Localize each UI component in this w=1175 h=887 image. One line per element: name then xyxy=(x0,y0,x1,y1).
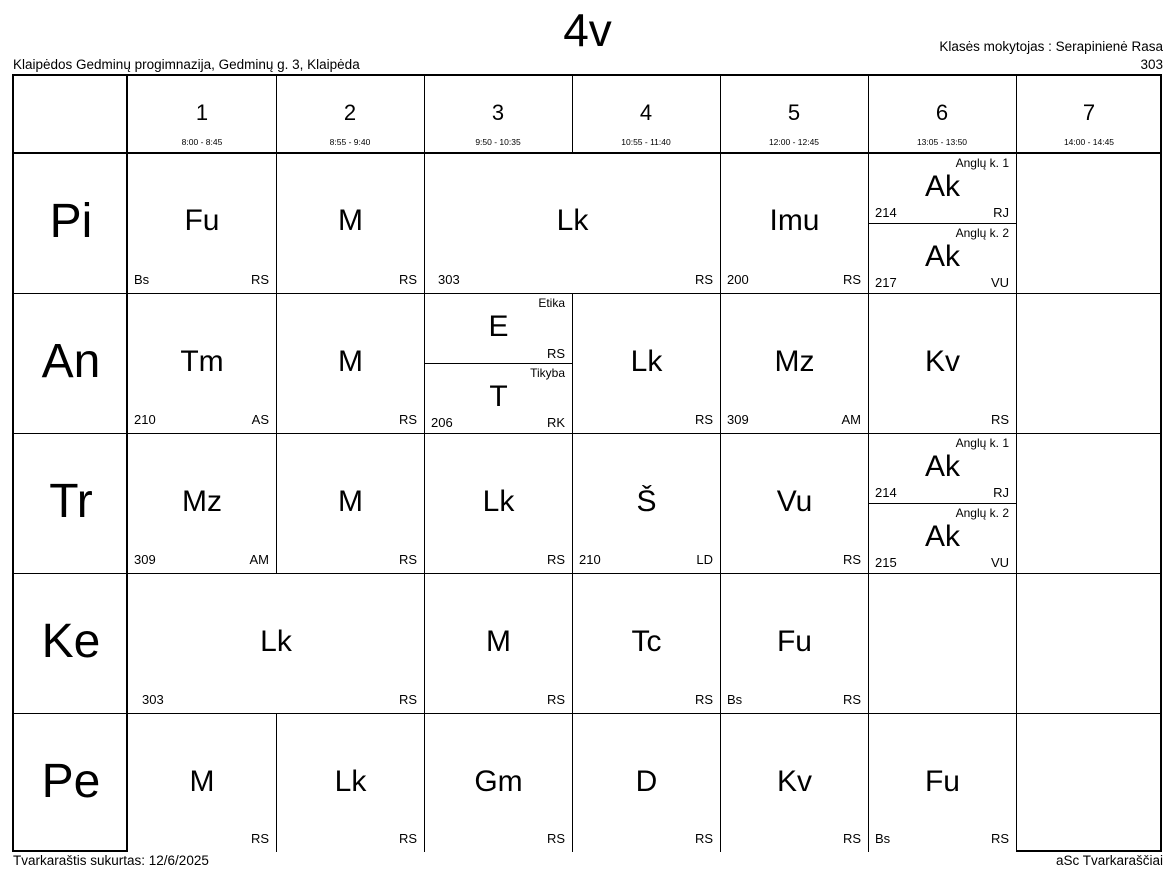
lesson-room: Bs xyxy=(134,272,150,287)
period-number: 4 xyxy=(639,100,653,125)
lesson-subject: M xyxy=(338,204,363,237)
lesson-subject: Lk xyxy=(334,765,367,798)
created-date: Tvarkaraštis sukurtas: 12/6/2025 xyxy=(13,853,209,868)
lesson-subject: Kv xyxy=(924,345,960,378)
lesson-cell[interactable] xyxy=(868,293,1016,433)
period-number: 1 xyxy=(195,100,209,125)
lesson-teacher: RS xyxy=(990,831,1009,846)
day-label-monday: Pi xyxy=(49,195,93,248)
period-header-4 xyxy=(572,76,720,153)
lesson-room: 309 xyxy=(134,552,156,567)
lesson-teacher: RS xyxy=(694,412,713,427)
lesson-cell[interactable] xyxy=(128,573,424,713)
lesson-subject: Lk xyxy=(260,625,292,658)
period-header-5 xyxy=(720,76,868,153)
lesson-cell[interactable] xyxy=(128,433,276,573)
lesson-cell[interactable] xyxy=(424,433,572,573)
lesson-subject: M xyxy=(338,485,363,518)
lesson-subject: Fu xyxy=(184,204,220,237)
lesson-cell[interactable] xyxy=(572,713,720,852)
period-number: 2 xyxy=(343,100,357,125)
lesson-cell-group[interactable] xyxy=(868,503,1016,573)
period-header-6 xyxy=(868,76,1016,153)
lesson-subject: M xyxy=(338,345,363,378)
lesson-group: Anglų k. 2 xyxy=(955,506,1009,520)
lesson-teacher: RS xyxy=(842,692,861,707)
lesson-group: Anglų k. 1 xyxy=(955,156,1009,170)
lesson-cell[interactable] xyxy=(276,713,424,852)
lesson-room: 210 xyxy=(579,552,601,567)
lesson-teacher: RS xyxy=(694,692,713,707)
lesson-room: 206 xyxy=(431,415,453,430)
lesson-cell[interactable] xyxy=(720,713,868,852)
lesson-subject: M xyxy=(486,625,511,658)
lesson-subject: Ak xyxy=(924,170,960,203)
lesson-subject: Imu xyxy=(769,204,820,237)
lesson-cell[interactable] xyxy=(720,293,868,433)
lesson-room: 214 xyxy=(875,485,897,500)
lesson-cell[interactable] xyxy=(128,154,276,293)
lesson-teacher: RS xyxy=(398,692,417,707)
lesson-cell[interactable] xyxy=(572,293,720,433)
lesson-subject: Mz xyxy=(774,345,815,378)
lesson-subject: Š xyxy=(636,485,657,518)
lesson-teacher: RS xyxy=(398,272,417,287)
period-time: 12:00 - 12:45 xyxy=(768,137,820,147)
lesson-cell-group[interactable] xyxy=(868,433,1016,503)
lesson-room: 210 xyxy=(134,412,156,427)
period-time: 10:55 - 11:40 xyxy=(621,137,671,147)
lesson-subject: T xyxy=(489,380,508,413)
lesson-cell[interactable] xyxy=(128,293,276,433)
lesson-teacher: RS xyxy=(250,831,269,846)
lesson-subject: Fu xyxy=(924,765,960,798)
lesson-cell[interactable] xyxy=(424,573,572,713)
lesson-teacher: RS xyxy=(694,831,713,846)
lesson-teacher: RS xyxy=(398,552,417,567)
period-number: 7 xyxy=(1082,100,1096,125)
lesson-subject: Kv xyxy=(776,765,812,798)
timetable-grid xyxy=(12,74,1162,852)
lesson-subject: Fu xyxy=(776,625,812,658)
lesson-cell-group[interactable] xyxy=(868,154,1016,223)
lesson-cell[interactable] xyxy=(868,713,1016,852)
lesson-cell-group[interactable] xyxy=(424,363,572,433)
lesson-cell[interactable] xyxy=(572,573,720,713)
lesson-room: Bs xyxy=(727,692,743,707)
lesson-cell[interactable] xyxy=(424,154,720,293)
period-time: 9:50 - 10:35 xyxy=(475,137,521,147)
lesson-subject: Lk xyxy=(556,204,589,237)
lesson-subject: Mz xyxy=(182,485,222,518)
lesson-subject: Ak xyxy=(924,450,960,483)
lesson-teacher: LD xyxy=(696,552,713,567)
lesson-teacher: RS xyxy=(546,692,565,707)
period-header-3 xyxy=(424,76,572,153)
lesson-room: 200 xyxy=(727,272,749,287)
lesson-teacher: RS xyxy=(842,831,861,846)
lesson-cell[interactable] xyxy=(572,433,720,573)
lesson-cell[interactable] xyxy=(720,154,868,293)
lesson-subject: Lk xyxy=(630,345,663,378)
lesson-room: 214 xyxy=(875,205,897,220)
lesson-room: 217 xyxy=(875,275,897,290)
lesson-teacher: RS xyxy=(546,552,565,567)
lesson-room: 303 xyxy=(142,692,164,707)
lesson-subject: Ak xyxy=(924,520,960,553)
lesson-subject: M xyxy=(189,765,215,798)
lesson-room: 303 xyxy=(438,272,460,287)
lesson-teacher: RS xyxy=(842,272,861,287)
period-header-1 xyxy=(128,76,276,153)
lesson-cell[interactable] xyxy=(424,713,572,852)
lesson-group: Anglų k. 1 xyxy=(955,436,1009,450)
lesson-subject: Ak xyxy=(924,240,960,273)
lesson-cell[interactable] xyxy=(276,154,424,293)
period-number: 3 xyxy=(491,100,505,125)
lesson-group: Anglų k. 2 xyxy=(955,226,1009,240)
period-time: 8:00 - 8:45 xyxy=(181,137,223,147)
lesson-subject: Gm xyxy=(474,765,523,798)
lesson-cell[interactable] xyxy=(720,433,868,573)
lesson-teacher: RK xyxy=(546,415,565,430)
lesson-subject: Vu xyxy=(776,485,813,518)
lesson-room: Bs xyxy=(875,831,891,846)
lesson-group: Etika xyxy=(538,296,565,310)
lesson-teacher: RS xyxy=(694,272,713,287)
day-label-tuesday: An xyxy=(41,335,101,388)
lesson-teacher: RS xyxy=(546,831,565,846)
lesson-subject: Tm xyxy=(180,345,224,378)
lesson-teacher: RS xyxy=(398,831,417,846)
lesson-cell[interactable] xyxy=(276,293,424,433)
lesson-cell-group[interactable] xyxy=(424,293,572,363)
lesson-teacher: RS xyxy=(990,412,1009,427)
lesson-room: 309 xyxy=(727,412,749,427)
period-time: 8:55 - 9:40 xyxy=(329,137,371,147)
lesson-teacher: RS xyxy=(842,552,861,567)
day-label-wednesday: Tr xyxy=(49,475,93,528)
period-time: 14:00 - 14:45 xyxy=(1063,137,1115,147)
lesson-cell[interactable] xyxy=(720,573,868,713)
lesson-cell-group[interactable] xyxy=(868,223,1016,293)
day-label-friday: Pe xyxy=(41,755,101,808)
teacher-info: Klasės mokytojas : Serapinienė Rasa xyxy=(939,39,1163,54)
lesson-subject: D xyxy=(635,765,658,798)
period-number: 5 xyxy=(787,100,801,125)
period-number: 6 xyxy=(935,100,949,125)
lesson-teacher: RJ xyxy=(993,485,1009,500)
day-label-thursday: Ke xyxy=(41,615,101,668)
page-title: 4v xyxy=(563,4,612,56)
lesson-teacher: RJ xyxy=(993,205,1009,220)
lesson-subject: Tc xyxy=(631,625,662,658)
lesson-cell[interactable] xyxy=(128,713,276,852)
lesson-teacher: VU xyxy=(990,555,1009,570)
lesson-cell[interactable] xyxy=(276,433,424,573)
lesson-teacher: AM xyxy=(249,552,269,567)
lesson-subject: Lk xyxy=(482,485,515,518)
brand-label: aSc Tvarkaraščiai xyxy=(1055,853,1163,868)
homeroom-number: 303 xyxy=(1140,57,1163,72)
lesson-teacher: RS xyxy=(546,346,565,361)
lesson-subject: E xyxy=(488,310,509,343)
school-info: Klaipėdos Gedminų progimnazija, Gedminų g. 3, Klaipėda xyxy=(13,57,360,72)
lesson-room: 215 xyxy=(875,555,897,570)
lesson-teacher: RS xyxy=(398,412,417,427)
period-header-2 xyxy=(276,76,424,153)
lesson-group: Tikyba xyxy=(530,366,565,380)
lesson-teacher: AM xyxy=(841,412,861,427)
lesson-teacher: VU xyxy=(990,275,1009,290)
lesson-teacher: AS xyxy=(251,412,269,427)
period-time: 13:05 - 13:50 xyxy=(916,137,968,147)
lesson-teacher: RS xyxy=(250,272,269,287)
period-header-7 xyxy=(1016,76,1162,153)
